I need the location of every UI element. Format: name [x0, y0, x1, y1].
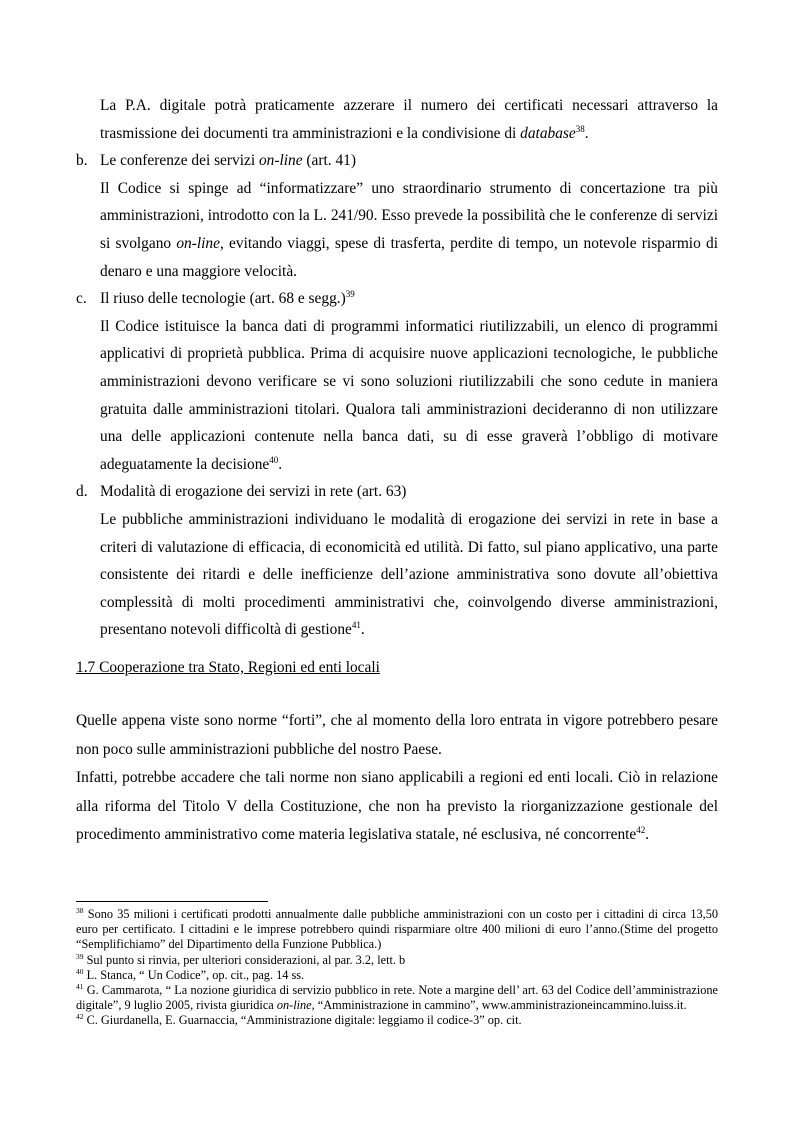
footnote-separator [76, 901, 268, 902]
footnote-39: $^{39}$ Sul punto si rinvia, per ulteriori considerazioni, al par. 3.2, lett. b [76, 951, 406, 967]
item-b-title: b. Le conferenze dei servizi on-line (art. 41) [76, 147, 718, 175]
intro-text: La P.A. digitale potrà praticamente azzerare il numero dei certificati necessari attraverso la trasmissione dei documenti tra amministrazioni e la condivisione di [100, 97, 718, 142]
main-text [76, 92, 718, 850]
intro-paragraph: La P.A. digitale potrà praticamente azzerare il numero dei certificati necessari attraverso la trasmissione dei documenti tra amministrazioni e la condivisione di database$^{38}$. [100, 97, 718, 142]
footnote-41: $^{41}$ G. Cammarota, “ La nozione giuridica di servizio pubblico in rete. Note a margine dell’ art. 63 del Codice dell’amministrazione digitale”, 9 luglio 2005, rivista giuridica on-line, “Amministrazione in cammino”, www.amministrazioneincammino.luiss.it. [76, 981, 718, 1013]
footnote-ref-38[interactable]: 38 [575, 123, 585, 134]
footnote-38: $^{38}$ Sono 35 milioni i certificati prodotti annualmente dalle pubbliche amministrazioni con un costo per i cittadini di circa 13,50 euro per certificato. I cittadini e le imprese potrebbero quindi risparmiare oltre 400 milioni di euro l’anno.(Stime del progetto “Semplifichiamo” del Dipartimento della Funzione Pubblica.) [76, 905, 718, 952]
item-c-body: Il Codice istituisce la banca dati di programmi informatici riutilizzabili, un elenco di programmi applicativi di proprietà pubblica. Prima di acquisire nuove applicazioni tecnologiche, le pubbliche amministrazioni devono verificare se vi sono soluzioni riutilizzabili che sono cedute in maniera gratuita dalle amministrazioni titolari. Qualora tali amministrazioni decideranno di non utilizzare una delle applicazioni contenute nella banca dati, su di esse graverà l’obbligo di motivare adeguatamente la decisione$^{40}$. [100, 317, 718, 473]
section-paragraph-1: Quelle appena viste sono norme “forti”, che al momento della loro entrata in vigore potrebbero pesare non poco sulle amministrazioni pubbliche del nostro Paese. [76, 712, 718, 758]
item-d-marker: d. [76, 483, 88, 501]
footnotes [76, 907, 718, 1029]
item-d-title: d. Modalità di erogazione dei servizi in rete (art. 63) [76, 478, 718, 506]
item-d-body: Le pubbliche amministrazioni individuano le modalità di erogazione dei servizi in rete in base a criteri di valutazione di efficacia, di economicità ed utilità. Di fatto, sul piano applicativo, una parte consistente dei ritardi e delle inefficienze dell’azione amministrativa sono dovute all’obiettiva complessità di molti procedimenti amministrativi che, coinvolgendo diverse amministrazioni, presentano notevoli difficoltà di gestione$^{41}$. [100, 510, 718, 639]
item-c-marker: c. [76, 290, 87, 308]
item-c-title: c. Il riuso delle tecnologie (art. 68 e segg.)$^{39}$ [76, 285, 718, 313]
section-paragraph-2: Infatti, potrebbe accadere che tali norme non siano applicabili a regioni ed enti locali. Ciò in relazione alla riforma del Titolo V della Costituzione, che non ha previsto la riorganizzazione gestionale del procedimento amministrativo come materia legislativa statale, né esclusiva, né concorrente$^{42}$. [76, 769, 718, 844]
intro-italic: database [520, 124, 576, 142]
footnote-ref-40[interactable]: 40 [269, 454, 279, 465]
section-heading: 1.7 Cooperazione tra Stato, Regioni ed enti locali [76, 658, 380, 676]
footnote-ref-39[interactable]: 39 [345, 289, 355, 300]
item-b-marker: b. [76, 152, 88, 170]
footnote-ref-41[interactable]: 41 [351, 620, 361, 631]
item-b-body: Il Codice si spinge ad “informatizzare” uno straordinario strumento di concertazione tra più amministrazioni, introdotto con la L. 241/90. Esso prevede la possibilità che le conferenze di servizi si svolgano on-line, evitando viaggi, spese di trasferta, perdite di tempo, un notevole risparmio di denaro e una maggiore velocità. [100, 179, 718, 280]
footnote-42: $^{42}$ C. Giurdanella, E. Guarnaccia, “Amministrazione digitale: leggiamo il codice-3” op. cit. [76, 1012, 522, 1028]
footnote-ref-42[interactable]: 42 [636, 824, 646, 835]
footnote-40: $^{40}$ L. Stanca, “ Un Codice”, op. cit., pag. 14 ss. [76, 966, 305, 982]
